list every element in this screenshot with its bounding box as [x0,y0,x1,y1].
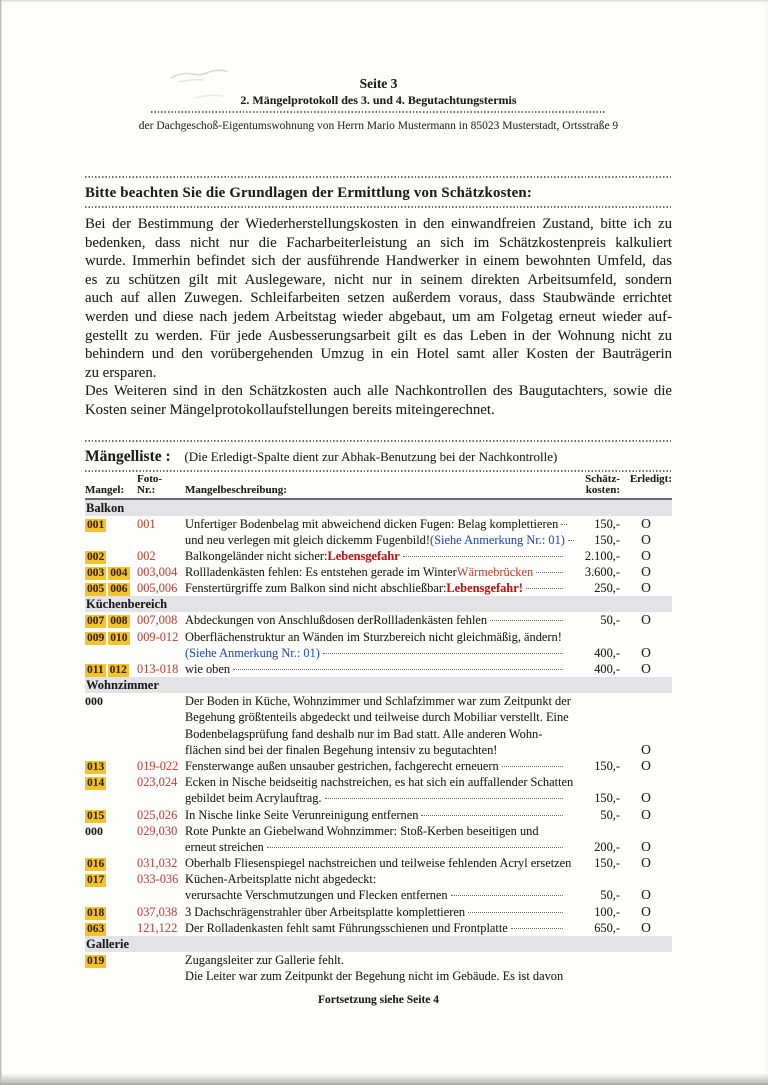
foto-number-cell: 029,030 [137,823,178,838]
foto-number-cell: 009-012 [137,629,179,644]
defect-row [85,709,672,725]
mangel-number-cell [85,823,137,839]
mangel-number-cell [85,807,137,823]
description-segment: Küchen-Arbeitsplatte nicht abgedeckt: [185,872,377,887]
section-header-row: Gallerie [85,936,672,952]
description-segment: Rote Punkte an Giebelwand Wohnzimmer: Stoß-Kerben beseitigen und [185,823,539,838]
defect-list-note: (Die Erledigt-Spalte dient zur Abhak-Benutzung bei der Nachkontrolle) [184,448,558,464]
dotted-leader [325,798,563,799]
mangel-number-cell [85,516,137,532]
description-segment: Fensterwange außen unsauber gestrichen, fachgerecht erneuern [185,758,499,773]
defect-description [185,887,620,903]
erledigt-checkmark-circle: O [641,644,651,660]
description-segment: Zugangsleiter zur Gallerie fehlt. [185,953,344,968]
erledigt-checkmark-circle: O [641,531,651,547]
foto-number-cell: 019-022 [137,758,179,773]
mangel-number-cell [85,693,137,709]
defect-row [85,645,672,661]
defect-row [85,693,672,709]
description-segment: Lebensgefahr! [446,581,523,596]
notice-line: Kosten seiner Mängelprotokollaufstellungen bereits miteingerechnet. [85,401,495,418]
notice-line: wurde. Immerhin befindet sich der ausführende Handwerker in einem bewohnten Umfeld, das [85,253,672,270]
defect-description [185,612,620,628]
foto-number-cell: 001 [137,516,156,531]
document-subtitle: der Dachgeschoß-Eigentumswohnung von Herrn Mario Mustermann in 85023 Musterstadt, Ortsstraße 9 [138,120,619,132]
dotted-leader [568,540,574,541]
defect-row [85,871,672,887]
erledigt-checkmark-circle: O [641,838,651,854]
mangel-number-highlight: 014 [87,777,105,790]
defect-description [185,742,620,758]
foto-number-cell: 005,006 [137,581,178,596]
description-segment: (Siehe Anmerkung Nr.: 01) [430,532,565,547]
notice-line: behindern und den vorübergehenden Umzug in ein Hotel samt aller Kosten der Bauträgerin [85,346,672,363]
mangel-number-highlight: 019 [87,955,105,968]
description-segment: Fenstertürgriffe zum Balkon sind nicht abschließbar: [185,581,447,596]
foto-number-cell: 003,004 [137,565,178,580]
column-header-kosten: Schätz- kosten: [585,472,620,497]
defect-row [85,548,672,564]
mangel-number-cell [85,855,137,871]
defect-description [185,790,620,806]
estimated-cost: 400,- [594,645,620,660]
defect-row [85,629,672,645]
defect-row [85,904,672,920]
description-segment: und neu verlegen mit gleich dickemm Fugenbild! [185,532,430,547]
mangel-number-cell [85,871,137,887]
estimated-cost: 50,- [600,888,620,903]
defect-description [185,645,620,661]
mangel-number-cell [85,629,137,645]
column-header-mangel: Mangel: [85,484,125,497]
defect-row [85,564,672,580]
estimated-cost: 150,- [594,516,620,531]
dotted-leader [233,669,563,670]
mangel-number-cell [85,612,137,628]
mangel-number-highlight: 005 [87,583,105,596]
erledigt-checkmark-circle: O [641,515,651,531]
defect-description [185,774,620,790]
mangel-number-cell [85,774,137,790]
foto-number-cell: 023,024 [137,775,178,790]
description-segment: Lebensgefahr [327,548,400,563]
description-segment: Wärmebrücken [456,565,534,580]
erledigt-checkmark-circle: O [641,547,651,563]
defect-row [85,807,672,823]
estimated-cost: 150,- [594,532,620,547]
defect-description [185,904,620,920]
foto-number-cell: 007,008 [137,613,178,628]
dotted-leader [526,588,563,589]
scan-edge-bottom [0,1073,768,1085]
description-segment: gebildet beim Acrylauftrag. [185,791,322,806]
defect-row [85,887,672,903]
description-segment: wie oben [185,662,231,677]
defect-row [85,516,672,532]
estimated-cost: 650,- [594,920,620,935]
notice-line: auch auf allen Zuwegen. Schleifarbeiten setzen außerdem voraus, dass Staubwände errichtet [85,290,672,307]
section-header-row: Balkon [85,500,672,516]
defect-description [185,855,620,871]
notice-line: Bei der Bestimmung der Wiederherstellungskosten in den einwandfreien Zustand, bitte ich zu [85,216,672,232]
defect-description [185,726,620,742]
mangel-number-cell [85,661,137,677]
defect-table [85,500,672,985]
mangel-number-highlight: 006 [110,583,128,596]
defect-description [185,871,620,887]
defect-description [185,532,620,548]
foto-number-cell: 031,032 [137,856,178,871]
estimated-cost: 150,- [594,791,620,806]
estimated-cost: 150,- [594,758,620,773]
notice-line: es zu schützen gilt mit Auslegeware, nicht nur in seinem direkten Arbeitsumfeld, sondern [85,271,672,288]
estimated-cost: 400,- [594,662,620,677]
dotted-leader [451,895,563,896]
foto-number-cell: 121,122 [137,920,178,935]
notice-line: bedenken, dass nicht nur die Facharbeiterleistung an sich im Schätzkostenpreis kalkuliert [85,234,672,251]
estimated-cost: 50,- [600,613,620,628]
mangel-number-cell [85,758,137,774]
defect-list-title: Mängelliste : [85,447,171,465]
notice-line: werden und diese nach jedem Arbeitstag wieder abgebaut, um am Folgetag erneut wieder auf- [85,308,672,325]
notice-paragraphs [85,215,672,420]
section-divider [85,176,672,178]
column-header-erledigt: Erledigt: [629,472,672,485]
defect-description [185,564,620,580]
section-header-row: Wohnzimmer [85,677,672,693]
description-segment: Bodenbelagsprüfung fand deshalb nur im Bad statt. Alle anderen Wohn- [185,726,543,741]
erledigt-checkmark-circle: O [641,564,651,580]
mangel-number-highlight: 011 [87,664,104,677]
document-header [85,76,672,133]
notice-heading: Bitte beachten Sie die Grundlagen der Ermittlung von Schätzkosten: [85,185,532,201]
mangel-number-cell [85,564,137,580]
description-segment: (Siehe Anmerkung Nr.: 01) [185,645,320,660]
foto-number-cell: 013-018 [137,662,179,677]
defect-description [185,580,620,596]
list-divider-bottom [85,470,672,472]
foto-number-cell: 002 [137,548,156,563]
description-segment: flächen sind bei der finalen Begehung intensiv zu begutachten! [185,742,498,757]
defect-description [185,968,620,984]
dotted-leader [511,928,563,929]
mangel-number-highlight: 009 [87,631,105,644]
description-segment: 3 Dachschrägenstrahler über Arbeitsplatte komplettieren [185,904,466,919]
description-segment: Die Leiter war zum Zeitpunkt der Begehung nicht im Gebäude. Es ist davon [185,969,564,984]
description-segment: Der Rolladenkasten fehlt samt Führungsschienen und Frontplatte [185,920,508,935]
dotted-leader [421,815,563,816]
mangel-number-highlight: 008 [110,615,128,628]
mangel-number-plain: 000 [85,823,103,838]
description-segment: Unfertiger Bodenbelag mit abweichend dicken Fugen: Belag komplettieren [185,516,559,531]
mangel-number-highlight: 007 [87,615,105,628]
dotted-leader [536,572,563,573]
defect-row [85,952,672,968]
description-segment: Begehung größtenteils abgedeckt und teilweise durch Mobiliar verstellt. Eine [185,710,569,725]
notice-divider [85,206,672,208]
mangel-number-highlight: 018 [87,906,105,919]
defect-description [185,758,620,774]
mangel-number-highlight: 004 [110,567,128,580]
defect-row [85,532,672,548]
defect-description [185,516,620,532]
description-segment: erneut streichen [185,839,264,854]
erledigt-checkmark-circle: O [641,855,651,871]
erledigt-checkmark-circle: O [641,806,651,822]
dotted-leader [267,847,563,848]
dotted-leader [490,620,563,621]
erledigt-checkmark-circle: O [641,790,651,806]
estimated-cost: 50,- [600,807,620,822]
mangel-number-highlight: 063 [87,922,105,935]
notice-line: gestellt zu werden. Für jede Ausbesserungsarbeit gilt es das Leben in der Wohnung nicht zu [85,327,672,344]
defect-row [85,839,672,855]
defect-description [185,823,620,839]
erledigt-checkmark-circle: O [641,919,651,935]
defect-description [185,920,620,936]
defect-description [185,693,620,709]
mangel-number-highlight: 013 [87,760,105,773]
foto-number-cell: 025,026 [137,807,178,822]
foto-number-cell: 037,038 [137,904,178,919]
mangel-number-highlight: 015 [87,809,105,822]
description-segment: Der Boden in Küche, Wohnzimmer und Schlafzimmer war zum Zeitpunkt der [185,694,571,709]
mangel-number-cell [85,548,137,564]
description-segment: Oberhalb Fliesenspiegel nachstreichen und teilweise fehlenden Acryl ersetzen [185,856,572,871]
dotted-leader [403,556,563,557]
erledigt-checkmark-circle: O [641,580,651,596]
mangel-number-highlight: 010 [110,631,128,644]
document-title: 2. Mängelprotokoll des 3. und 4. Begutachtungstermis [240,93,517,107]
defect-row [85,742,672,758]
defect-list-header [85,447,672,467]
defect-description [185,629,620,645]
mangel-number-highlight: 012 [109,664,127,677]
mangel-number-highlight: 016 [87,858,105,871]
column-header-beschreibung: Mangelbeschreibung: [185,484,287,497]
defect-row [85,580,672,596]
dotted-leader [468,912,563,913]
erledigt-checkmark-circle: O [641,887,651,903]
header-divider [151,111,606,113]
estimated-cost: 250,- [594,581,620,596]
estimated-cost: 2.100,- [584,548,620,563]
defect-row [85,612,672,628]
defect-row [85,661,672,677]
defect-description [185,839,620,855]
page-footer: Fortsetzung siehe Seite 4 [317,994,440,1007]
estimated-cost: 200,- [594,839,620,854]
description-segment: Balkongeländer nicht sicher: [185,548,328,563]
mangel-number-cell [85,952,137,968]
mangel-number-cell [85,580,137,596]
mangel-number-highlight: 002 [87,550,105,563]
estimated-cost: 150,- [594,856,620,871]
erledigt-checkmark-circle: O [641,903,651,919]
scan-edge-left [0,0,2,1085]
mangel-number-cell [85,920,137,936]
defect-description [185,807,620,823]
mangel-number-highlight: 017 [87,874,105,887]
defect-row [85,855,672,871]
dotted-leader [502,766,563,767]
erledigt-checkmark-circle: O [641,757,651,773]
defect-row [85,774,672,790]
defect-description [185,952,620,968]
defect-row [85,758,672,774]
description-segment: Oberflächenstruktur an Wänden im Sturzbereich nicht gleichmäßig, ändern! [185,629,562,644]
mangel-number-highlight: 003 [87,567,105,580]
mangel-number-plain: 000 [85,694,103,709]
estimated-cost: 100,- [594,904,620,919]
description-segment: Rollladenkästen fehlen: Es entstehen gerade im Winter [185,565,457,580]
erledigt-checkmark-circle: O [641,661,651,677]
table-column-headers [85,474,672,500]
defect-row [85,823,672,839]
page-number-label: Seite 3 [359,76,398,91]
dotted-leader [561,524,567,525]
defect-row [85,920,672,936]
notice-line: zu ersparen. [85,364,157,381]
column-header-foto: Foto- Nr.: [137,472,163,497]
notice-line: Des Weiteren sind in den Schätzkosten auch alle Nachkontrollen des Baugutachters, sowie die [85,383,672,400]
foto-number-cell: 033-036 [137,872,179,887]
description-segment: Ecken in Nische beidseitig nachstreichen, es hat sich ein auffallender Schatten [185,775,574,790]
mangel-number-cell [85,904,137,920]
erledigt-checkmark-circle: O [641,612,651,628]
erledigt-checkmark-circle: O [641,741,651,757]
description-segment: Abdeckungen von Anschlußdosen derRollladenkästen fehlen [185,613,488,628]
defect-description [185,548,620,564]
description-segment: In Nische linke Seite Verunreinigung entfernen [185,807,419,822]
defect-row [85,726,672,742]
defect-row [85,968,672,984]
mangel-number-highlight: 001 [87,518,105,531]
dotted-leader [323,653,563,654]
description-segment: verursachte Verschmutzungen und Flecken entfernen [185,888,448,903]
defect-description [185,709,620,725]
section-header-row: Küchenbereich [85,596,672,612]
defect-description [185,661,620,677]
estimated-cost: 3.600,- [584,565,620,580]
defect-row [85,790,672,806]
list-divider-top [85,440,672,442]
